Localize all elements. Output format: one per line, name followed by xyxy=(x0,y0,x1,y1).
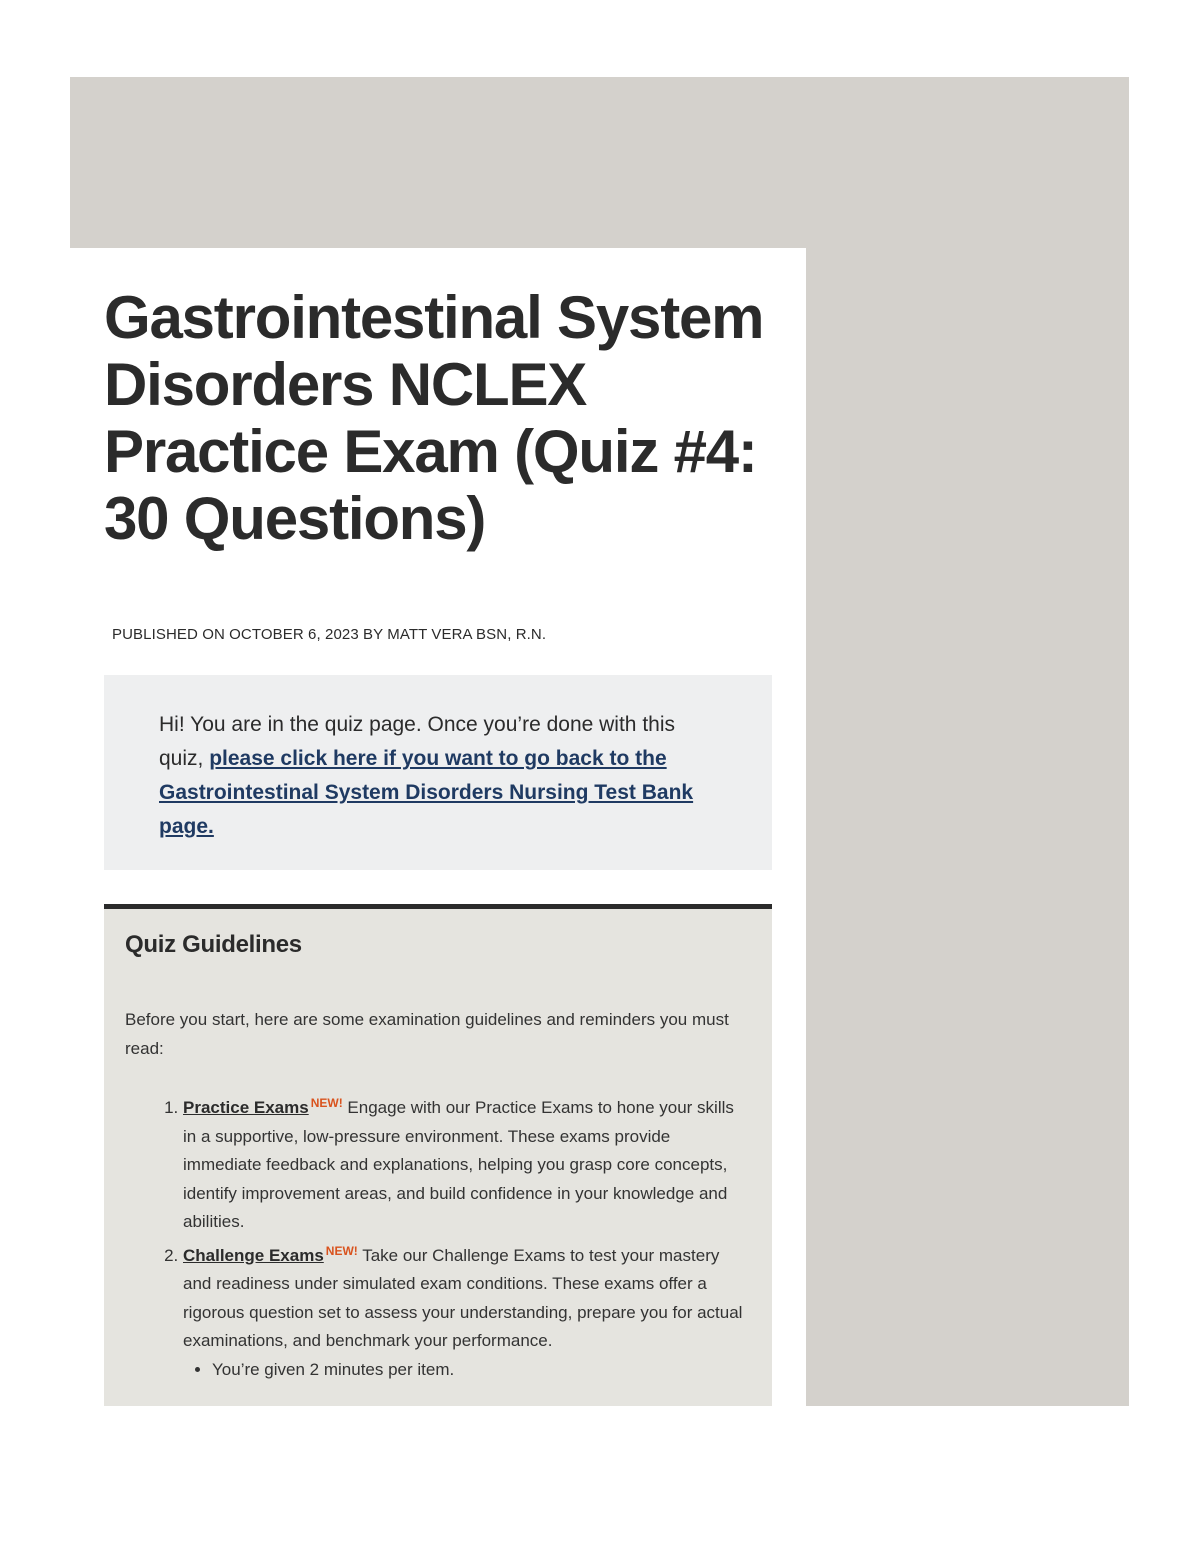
quiz-guidelines xyxy=(104,904,772,1406)
new-badge: NEW! xyxy=(325,1243,358,1258)
guidelines-heading: Quiz Guidelines xyxy=(125,931,302,958)
new-badge: NEW! xyxy=(310,1096,343,1110)
challenge-exams-link[interactable]: Challenge Exams xyxy=(183,1245,324,1265)
guidelines-intro: Before you start, here are some examination guidelines and reminders you must read: xyxy=(125,1010,729,1058)
list-item-text: Engage with our Practice Exams to hone your skills in a supportive, low-pressure environment. These exams provide immediate feedback and explanations, helping you grasp core concepts, identify improvement areas, and build confidence in your knowledge and abilities. xyxy=(183,1098,734,1231)
list-item xyxy=(183,1089,744,1237)
back-notice xyxy=(104,675,772,870)
list-item xyxy=(183,1237,744,1385)
list-item-text: Take our Challenge Exams to test your mastery and readiness under simulated exam conditions. These exams offer a rigorous question set to assess your understanding, prepare you for actual examinations, and benchmark your performance. xyxy=(183,1245,743,1350)
article-card xyxy=(70,248,806,1406)
byline: PUBLISHED ON OCTOBER 6, 2023 BY MATT VERA BSN, R.N. xyxy=(112,626,547,643)
back-to-test-bank-link[interactable]: please click here if you want to go back to the Gastrointestinal System Disorders Nursing Test Bank page. xyxy=(159,747,694,838)
guidelines-list xyxy=(125,1089,744,1384)
practice-exams-link[interactable]: Practice Exams xyxy=(183,1098,309,1117)
sub-list xyxy=(183,1356,744,1385)
sub-list-item: • You’re given 2 minutes per item. xyxy=(212,1356,744,1385)
notice-text: Hi! You are in the quiz page. Once you’re done with this quiz, xyxy=(159,713,675,770)
page-title: Gastrointestinal System Disorders NCLEX Practice Exam (Quiz #4: 30 Questions) xyxy=(104,284,764,552)
